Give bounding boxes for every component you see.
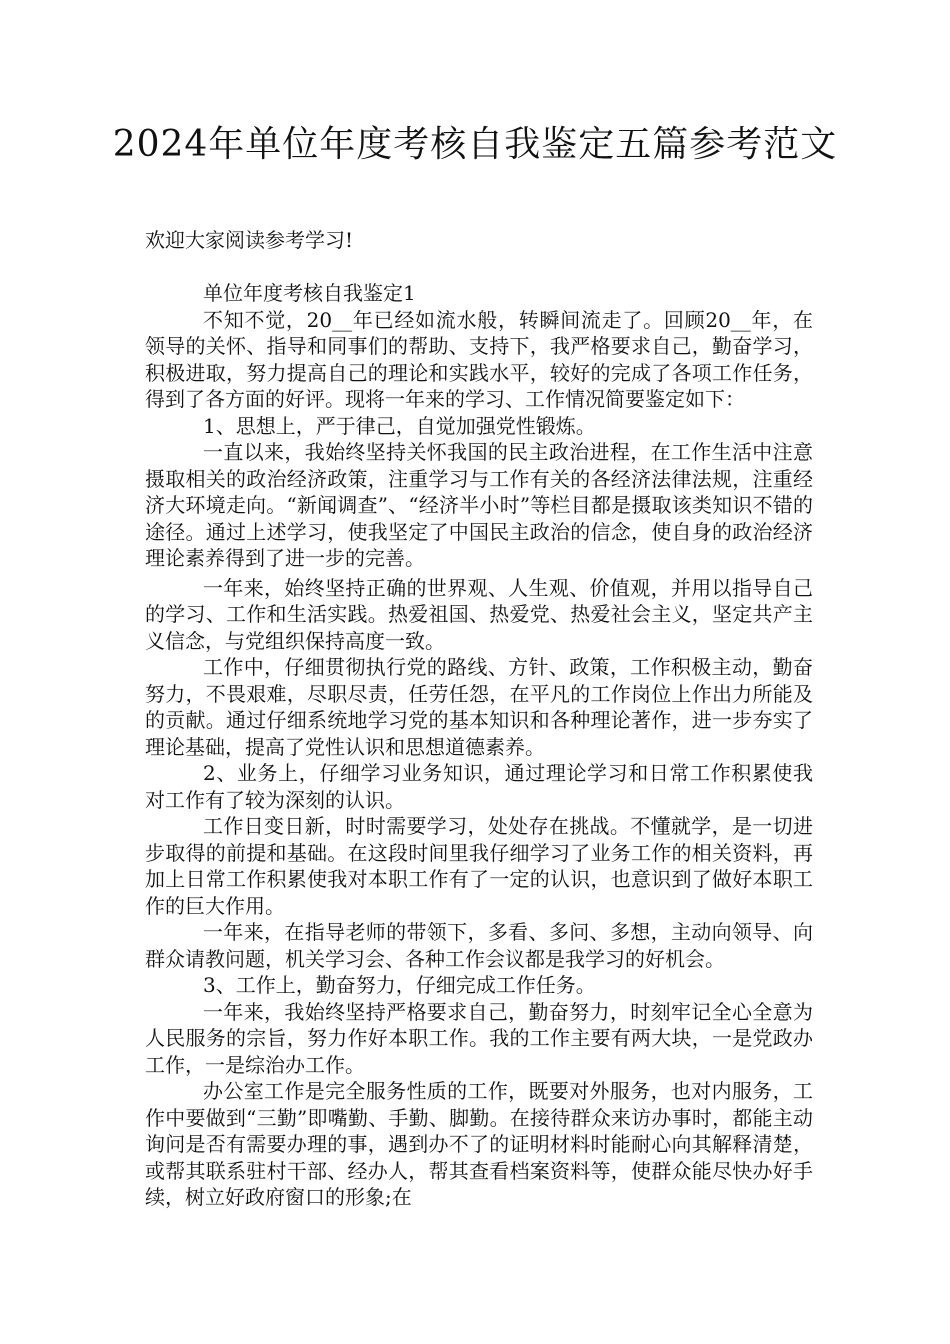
section-title: 单位年度考核自我鉴定1 — [203, 281, 416, 305]
paragraph: 一年来，始终坚持正确的世界观、人生观、价值观，并用以指导自己的学习、工作和生活实践。热爱祖国、热爱党、热爱社会主义，坚定共产主义信念，与党组织保持高度一致。 — [145, 575, 813, 653]
paragraph: 办公室工作是完全服务性质的工作，既要对外服务，也对内服务，工作中要做到“三勤”即嘴勤、手勤、脚勤。在接待群众来访办事时，都能主动询问是否有需要办理的事，遇到办不了的证明材料时能耐心向其解释清楚，或帮其联系驻村干部、经办人，帮其查看档案资料等，使群众能尽快办好手续，树立好政府窗口的形象;在 — [145, 1079, 813, 1209]
paragraph: 3、工作上，勤奋努力，仔细完成工作任务。 — [203, 973, 596, 997]
document-body — [145, 227, 813, 1211]
paragraph: 2、业务上，仔细学习业务知识，通过理论学习和日常工作积累使我对工作有了较为深刻的认识。 — [145, 761, 813, 812]
greeting-line: 欢迎大家阅读参考学习! — [145, 228, 354, 252]
paragraph: 1、思想上，严于律己，自觉加强党性锻炼。 — [203, 413, 596, 438]
document-title: 2024年单位年度考核自我鉴定五篇参考范文 — [112, 124, 838, 165]
paragraph: 不知不觉，20__年已经如流水般，转瞬间流走了。回顾20__年，在领导的关怀、指导和同事们的帮助、支持下，我严格要求自己，勤奋学习，积极进取，努力提高自己的理论和实践水平，较好的完成了各项工作任务，得到了各方面的好评。现将一年来的学习、工作情况简要鉴定如下： — [145, 307, 813, 411]
paragraph: 一直以来，我始终坚持关怀我国的民主政治进程，在工作生活中注意摄取相关的政治经济政策，注重学习与工作有关的各经济法律法规，注重经济大环境走向。“新闻调查”、“经济半小时”等栏目都是摄取该类知识不错的途径。通过上述学习，使我坚定了中国民主政治的信念，使自身的政治经济理论素养得到了进一步的完善。 — [145, 440, 813, 570]
paragraph: 一年来，在指导老师的带领下，多看、多问、多想，主动向领导、向群众请教问题，机关学习会、各种工作会议都是我学习的好机会。 — [145, 920, 813, 971]
paragraph: 工作日变日新，时时需要学习，处处存在挑战。不懂就学，是一切进步取得的前提和基础。在这段时间里我仔细学习了业务工作的相关资料，再加上日常工作积累使我对本职工作有了一定的认识，也意识到了做好本职工作的巨大作用。 — [145, 814, 813, 918]
paragraph: 工作中，仔细贯彻执行党的路线、方针、政策，工作积极主动，勤奋努力，不畏艰难，尽职尽责，任劳任怨，在平凡的工作岗位上作出力所能及的贡献。通过仔细系统地学习党的基本知识和各种理论著作，进一步夯实了理论基础，提高了党性认识和思想道德素养。 — [145, 655, 813, 759]
paragraph: 一年来，我始终坚持严格要求自己，勤奋努力，时刻牢记全心全意为人民服务的宗旨，努力作好本职工作。我的工作主要有两大块，一是党政办工作，一是综治办工作。 — [145, 999, 813, 1077]
